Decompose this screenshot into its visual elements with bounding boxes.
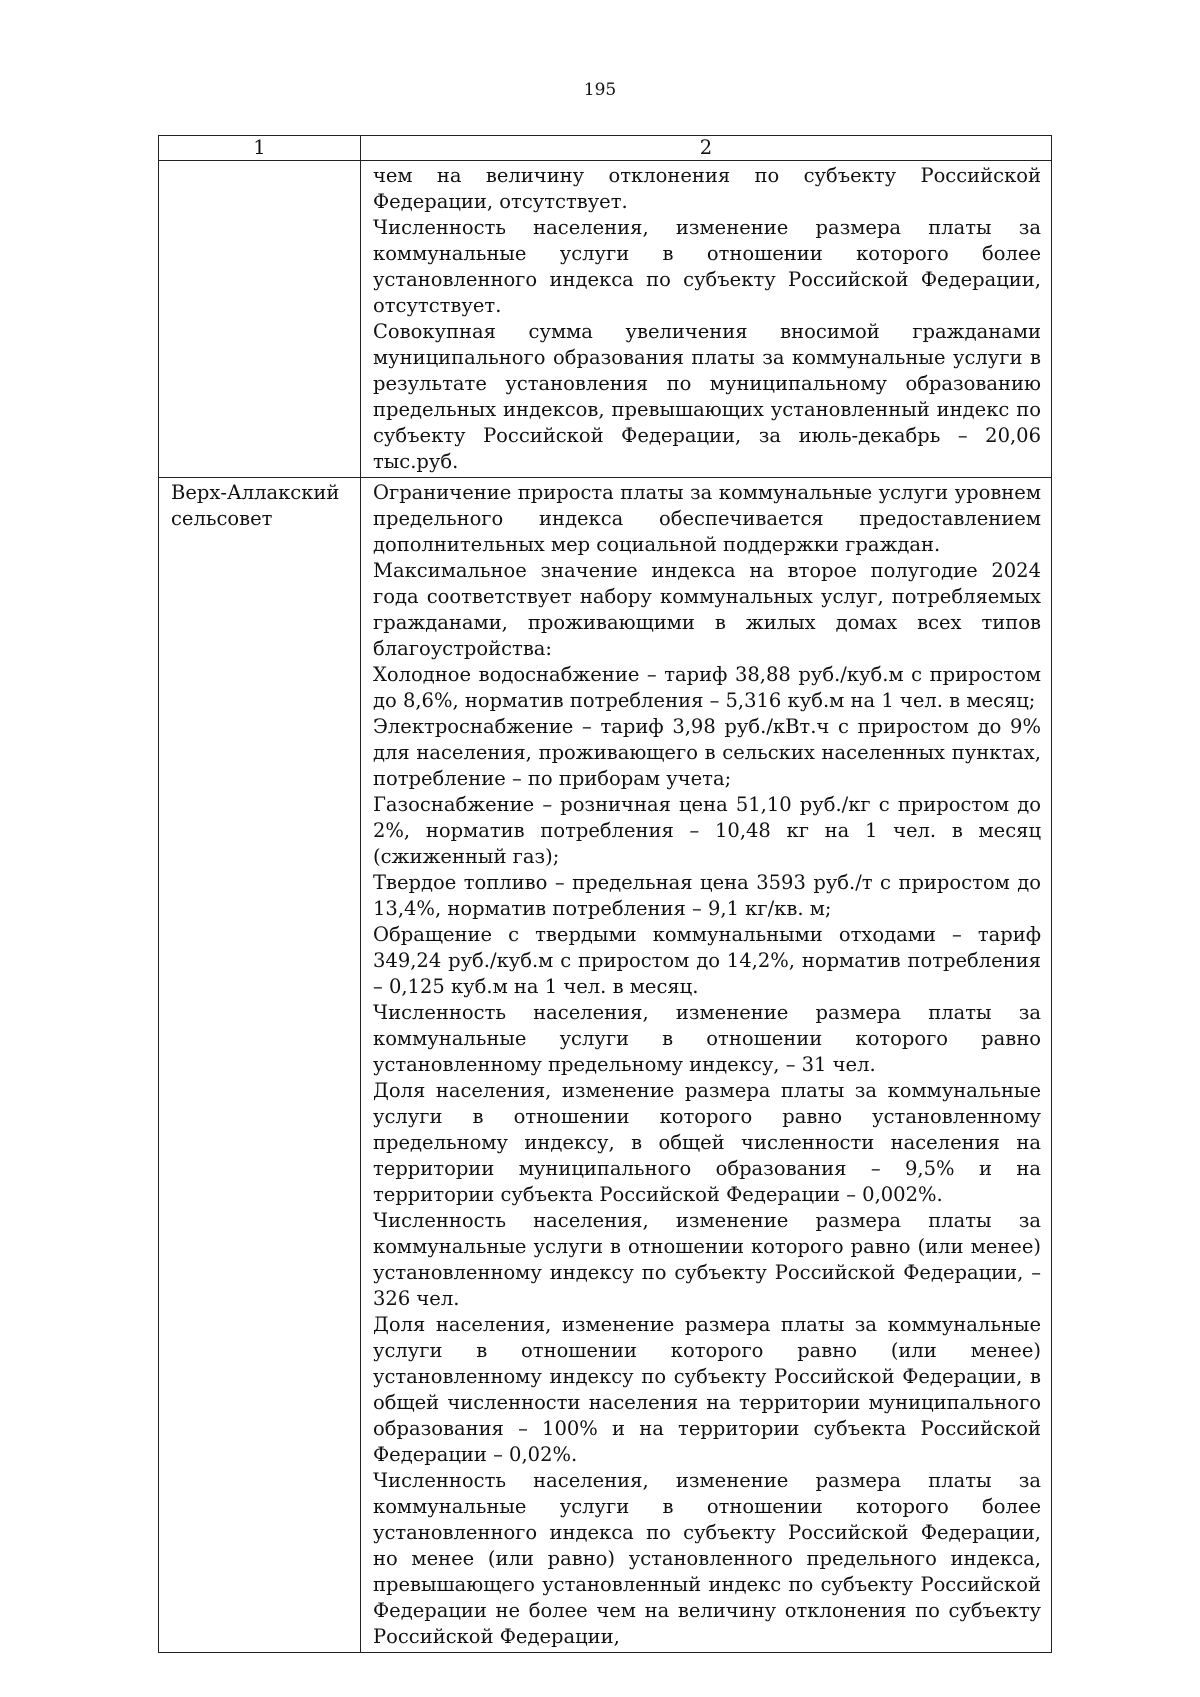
paragraph: Численность населения, изменение размера платы за коммунальные услуги в отношении которого более установленного индекса по субъекту Российской Федерации, отсутствует. xyxy=(373,216,1041,317)
column-header-2: 2 xyxy=(361,136,1052,161)
paragraph: Обращение с твердыми коммунальными отходами – тариф 349,24 руб./куб.м с приростом до 14,2%, норматив потребления – 0,125 куб.м на 1 чел. в месяц. xyxy=(373,923,1041,998)
paragraph: Доля населения, изменение размера платы за коммунальные услуги в отношении которого равно установленному предельному индексу, в общей численности населения на территории муниципального образования – 9,5% и на территории субъекта Российской Федерации – 0,002%. xyxy=(373,1079,1041,1206)
paragraph: Холодное водоснабжение – тариф 38,88 руб./куб.м с приростом до 8,6%, норматив потребления – 5,316 куб.м на 1 чел. в месяц; xyxy=(373,663,1041,712)
paragraph: Численность населения, изменение размера платы за коммунальные услуги в отношении которого равно установленному предельному индексу, – 31 чел. xyxy=(373,1001,1041,1076)
paragraph: Газоснабжение – розничная цена 51,10 руб./кг с приростом до 2%, норматив потребления – 10,48 кг на 1 чел. в месяц (сжиженный газ); xyxy=(373,793,1041,868)
paragraph: Совокупная сумма увеличения вносимой гражданами муниципального образования платы за коммунальные услуги в результате установления по муниципальному образованию предельных индексов, превышающих установленный индекс по субъекту Российской Федерации, за июль-декабрь – 20,06 тыс.руб. xyxy=(373,320,1041,473)
table-row xyxy=(159,478,1052,1653)
paragraph: Электроснабжение – тариф 3,98 руб./кВт.ч с приростом до 9% для населения, проживающего в сельских населенных пунктах, потребление – по приборам учета; xyxy=(373,715,1041,790)
paragraph: Твердое топливо – предельная цена 3593 руб./т с приростом до 13,4%, норматив потребления – 9,1 кг/кв. м; xyxy=(373,871,1041,920)
paragraph: Численность населения, изменение размера платы за коммунальные услуги в отношении которого равно (или менее) установленному индексу по субъекту Российской Федерации, – 326 чел. xyxy=(373,1209,1041,1310)
table-row xyxy=(159,161,1052,478)
tariff-table xyxy=(158,135,1052,1653)
description-cell xyxy=(361,478,1052,1653)
description-cell xyxy=(361,161,1052,478)
paragraph: Численность населения, изменение размера платы за коммунальные услуги в отношении которого более установленного индекса по субъекту Российской Федерации, но менее (или равно) установленного предельного индекса, превышающего установленный индекс по субъекту Российской Федерации не более чем на величину отклонения по субъекту Российской Федерации, xyxy=(373,1469,1041,1648)
paragraph: Ограничение прироста платы за коммунальные услуги уровнем предельного индекса обеспечивается предоставлением дополнительных мер социальной поддержки граждан. xyxy=(373,481,1041,556)
paragraph: Максимальное значение индекса на второе полугодие 2024 года соответствует набору коммунальных услуг, потребляемых гражданами, проживающими в жилых домах всех типов благоустройства: xyxy=(373,559,1041,660)
paragraph: Доля населения, изменение размера платы за коммунальные услуги в отношении которого равно (или менее) установленному индексу по субъекту Российской Федерации, в общей численности населения на территории муниципального образования – 100% и на территории субъекта Российской Федерации – 0,02%. xyxy=(373,1313,1041,1466)
municipality-cell xyxy=(159,161,361,478)
municipality-cell: Верх-Аллакский сельсовет xyxy=(159,478,361,1653)
table-header-row xyxy=(159,136,1052,161)
column-header-1: 1 xyxy=(159,136,361,161)
paragraph: чем на величину отклонения по субъекту Российской Федерации, отсутствует. xyxy=(373,164,1041,213)
page-number: 195 xyxy=(583,80,617,100)
